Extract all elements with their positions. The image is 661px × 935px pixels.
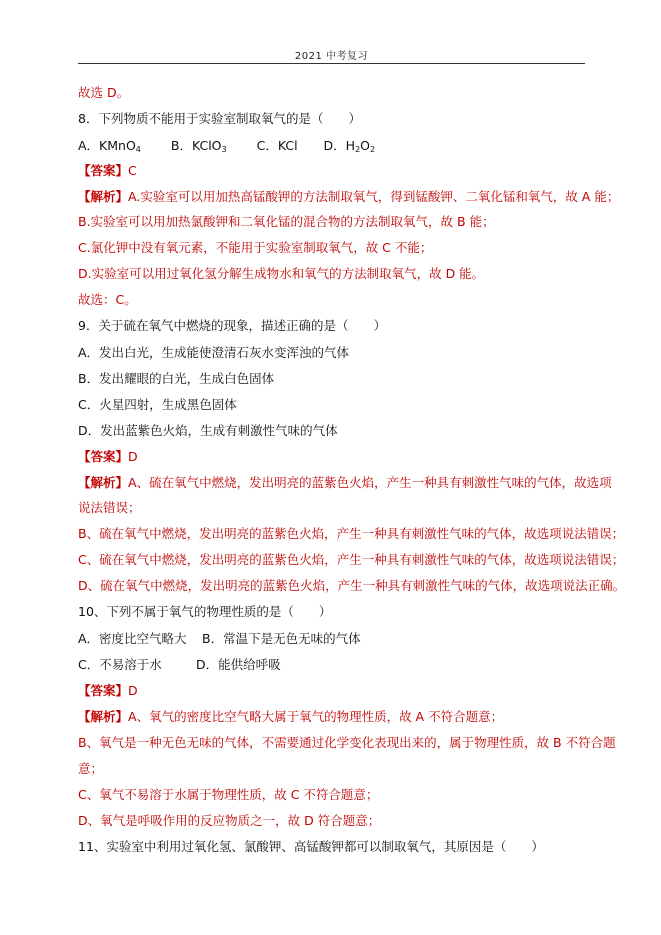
q9-analysis-a: 【解析】A、硫在氧气中燃烧，发出明亮的蓝紫色火焰，产生一种具有刺激性气味的气体，故选项 [78,475,612,490]
q8-option-b: B．KClO$_3$ [170,138,227,154]
q9-option-d: D．发出蓝紫色火焰，生成有刺激性气味的气体 [78,423,338,438]
q10-answer [78,683,138,699]
q8-analysis-b: B.实验室可以用加热氯酸钾和二氧化锰的混合物的方法制取氧气，故 B 能； [78,214,495,229]
q10-analysis-d: D、氧气是呼吸作用的反应物质之一，故 D 符合题意； [78,813,381,828]
q9-analysis-a-cont: 说法错误； [78,500,141,515]
q8-option-c: C．KCl [256,138,298,153]
answer-tag: 【答案】 [78,163,129,178]
q8-analysis-a: 【解析】A.实验室可以用加热高锰酸钾的方法制取氧气，得到锰酸钾、二氧化锰和氧气，故 A 能； [78,189,620,204]
q10-analysis-c: C、氧气不易溶于水属于物理性质，故 C 不符合题意； [78,787,379,802]
q9-analysis-d: D、硫在氧气中燃烧，发出明亮的蓝紫色火焰，产生一种具有刺激性气味的气体，故选项说法正确。 [78,578,626,593]
q10-analysis-b: B、氧气是一种无色无味的气体，不需要通过化学变化表现出来的，属于物理性质，故 B 不符合题 [78,735,616,750]
q8-stem: 8．下列物质不能用于实验室制取氧气的是（ ） [78,111,361,126]
q10-analysis-b-cont: 意； [78,761,104,776]
page-header: 2021 中考复习 [294,51,369,62]
analysis-tag: 【解析】 [78,475,129,490]
q10-answer-value: D [128,683,138,698]
q10-stem: 10、下列不属于氧气的物理性质的是（ ） [78,604,332,619]
analysis-tag: 【解析】 [78,189,129,204]
q8-option-d: D．$H_2O_2$ [323,138,376,154]
q10-options-row1 [78,631,361,647]
q10-option-d: D．能供给呼吸 [196,657,281,672]
q10-option-a: A．密度比空气略大 [78,631,187,646]
q8-option-a: A．KMnO$_4$ [78,138,141,154]
q8-analysis-d: D.实验室可以用过氧化氢分解生成物水和氧气的方法制取氧气，故 D 能。 [78,266,485,281]
prev-conclusion: 故选 D。 [78,85,130,100]
q8-answer-value: C [128,163,137,178]
q9-stem: 9．关于硫在氧气中燃烧的现象，描述正确的是（ ） [78,318,386,333]
q11-stem: 11、实验室中利用过氧化氢、氯酸钾、高锰酸钾都可以制取氧气，其原因是（ ） [78,839,544,854]
q8-analysis-c: C.氯化钾中没有氧元素，不能用于实验室制取氧气，故 C 不能； [78,240,433,255]
q9-analysis-b: B、硫在氧气中燃烧，发出明亮的蓝紫色火焰，产生一种具有刺激性气味的气体，故选项说法错误； [78,526,625,541]
q9-answer [78,449,138,465]
answer-tag: 【答案】 [78,449,129,464]
q8-options [78,138,375,154]
q9-option-a: A．发出白光，生成能使澄清石灰水变浑浊的气体 [78,345,350,360]
analysis-tag: 【解析】 [78,709,129,724]
q9-option-c: C．火星四射，生成黑色固体 [78,397,237,412]
q10-analysis-a: 【解析】A、氧气的密度比空气略大属于氧气的物理性质，故 A 不符合题意； [78,709,504,724]
q10-option-b: B．常温下是无色无味的气体 [202,631,361,646]
q9-analysis-c: C、硫在氧气中燃烧，发出明亮的蓝紫色火焰，产生一种具有刺激性气味的气体，故选项说法错误； [78,552,625,567]
q9-answer-value: D [128,449,138,464]
q10-option-c: C．不易溶于水 [78,657,162,672]
answer-tag: 【答案】 [78,683,129,698]
q9-option-b: B．发出耀眼的白光，生成白色固体 [78,371,275,386]
q8-conclusion: 故选：C。 [78,292,137,307]
header-divider [78,63,585,64]
q8-answer [78,163,137,179]
q10-options-row2 [78,657,281,673]
